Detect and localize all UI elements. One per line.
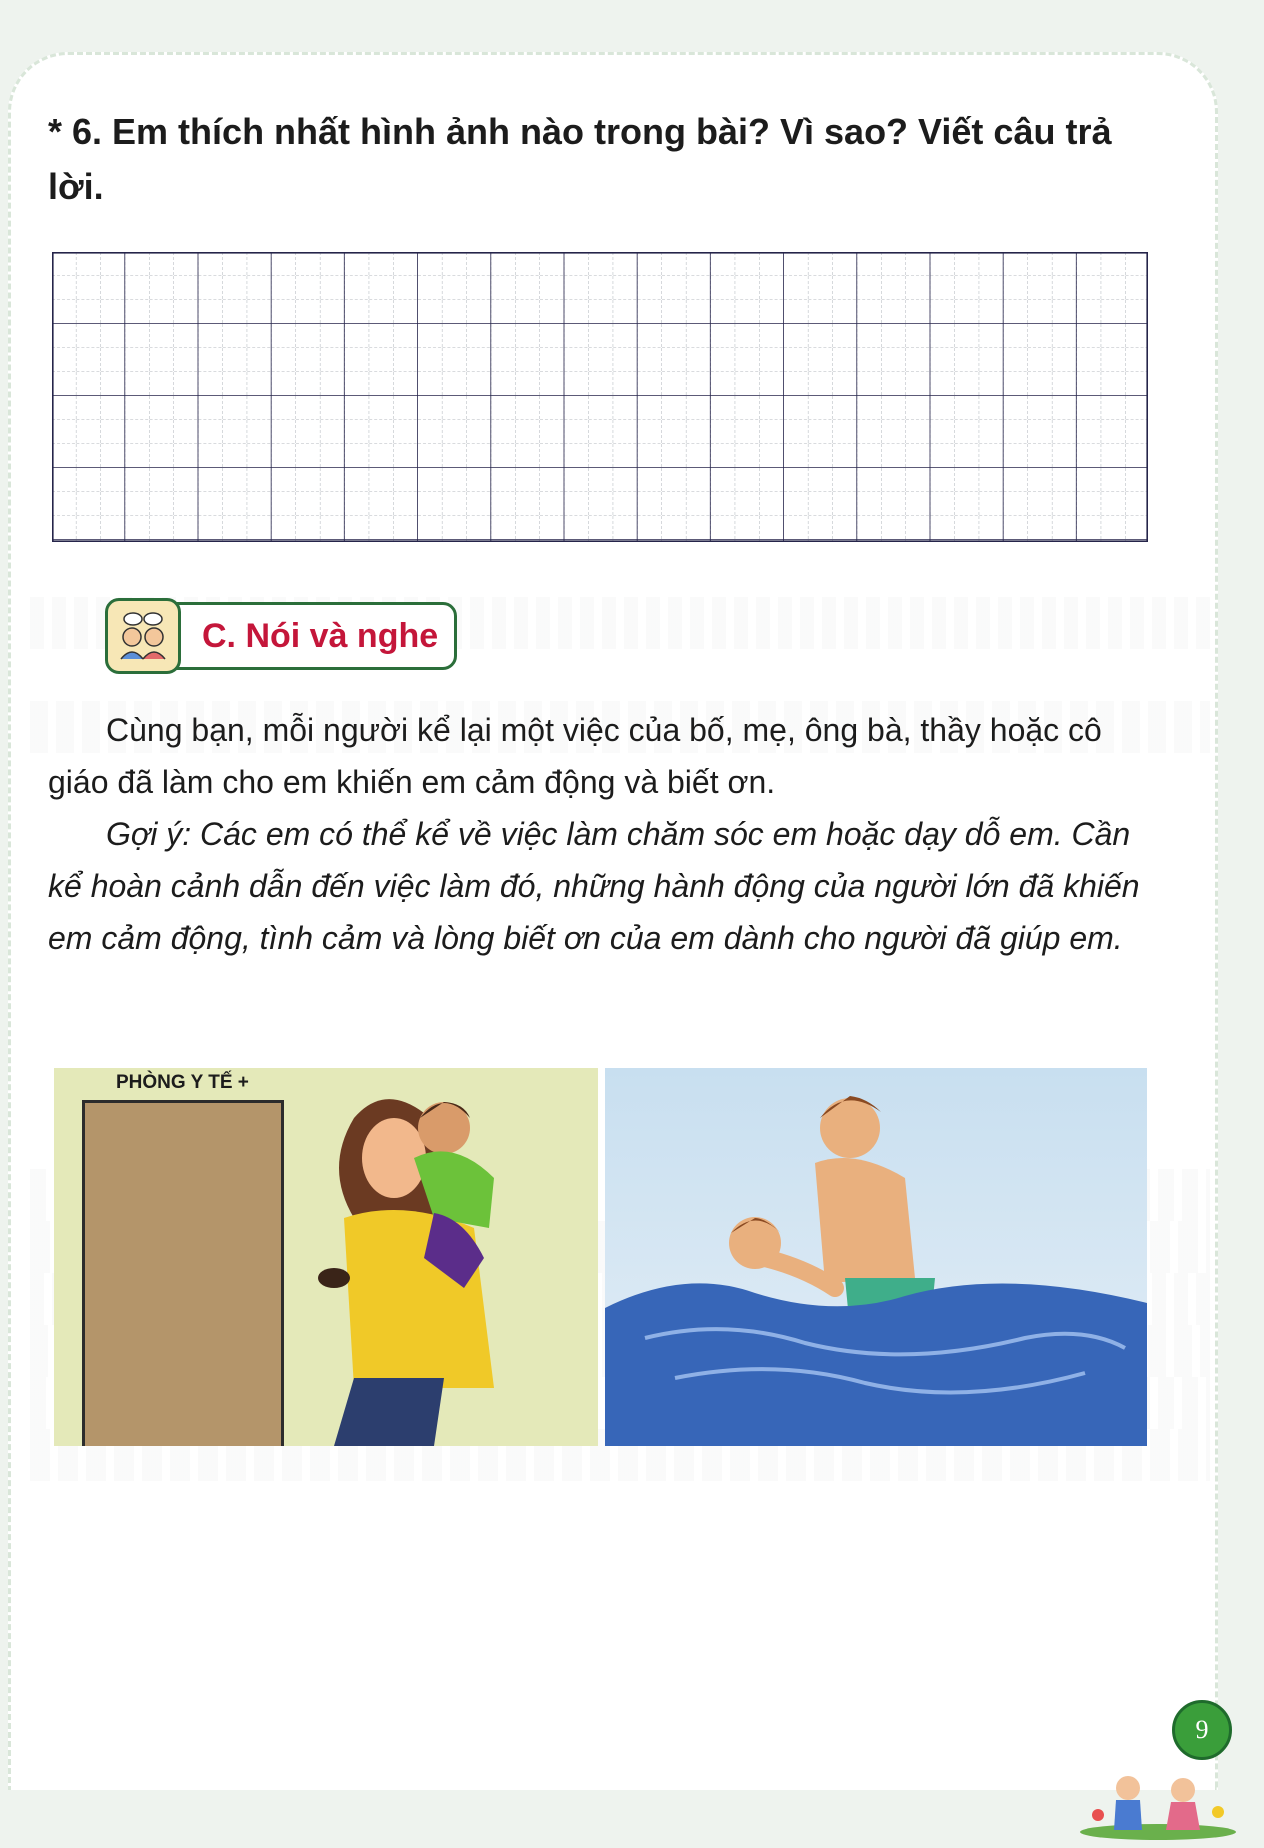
speaking-instruction: Cùng bạn, mỗi người kể lại một việc của bố, mẹ, ông bà, thầy hoặc cô giáo đã làm cho em khiến em cảm động và biết ơn. [48, 712, 1102, 800]
medical-room-door [82, 1100, 284, 1446]
illustration-mother-carrying-child [54, 1068, 598, 1446]
hint-paragraph: Gợi ý: Các em có thể kể về việc làm chăm sóc em hoặc dạy dỗ em. Cần kể hoàn cảnh dẫn đến việc làm đó, những hành động của người lớn đã khiến em cảm động, tình cảm và lòng biết ơn của em dành cho người đã giúp em. [48, 816, 1140, 956]
section-title-box [171, 602, 457, 670]
section-header [105, 600, 457, 672]
question-6: * 6. Em thích nhất hình ảnh nào trong bài? Vì sao? Viết câu trả lời. [48, 111, 1112, 207]
illustration-father-teaching-swim [605, 1068, 1147, 1446]
section-title: C. Nói và nghe [202, 616, 439, 655]
mother-child-figure [294, 1088, 594, 1446]
children-decoration [1078, 1760, 1238, 1840]
medical-room-sign: PHÒNG Y TẾ + [116, 1072, 249, 1093]
writing-grid[interactable] [52, 252, 1148, 542]
swimming-scene [605, 1068, 1147, 1446]
children-talking-icon [105, 598, 181, 674]
page-number: 9 [1172, 1700, 1232, 1760]
